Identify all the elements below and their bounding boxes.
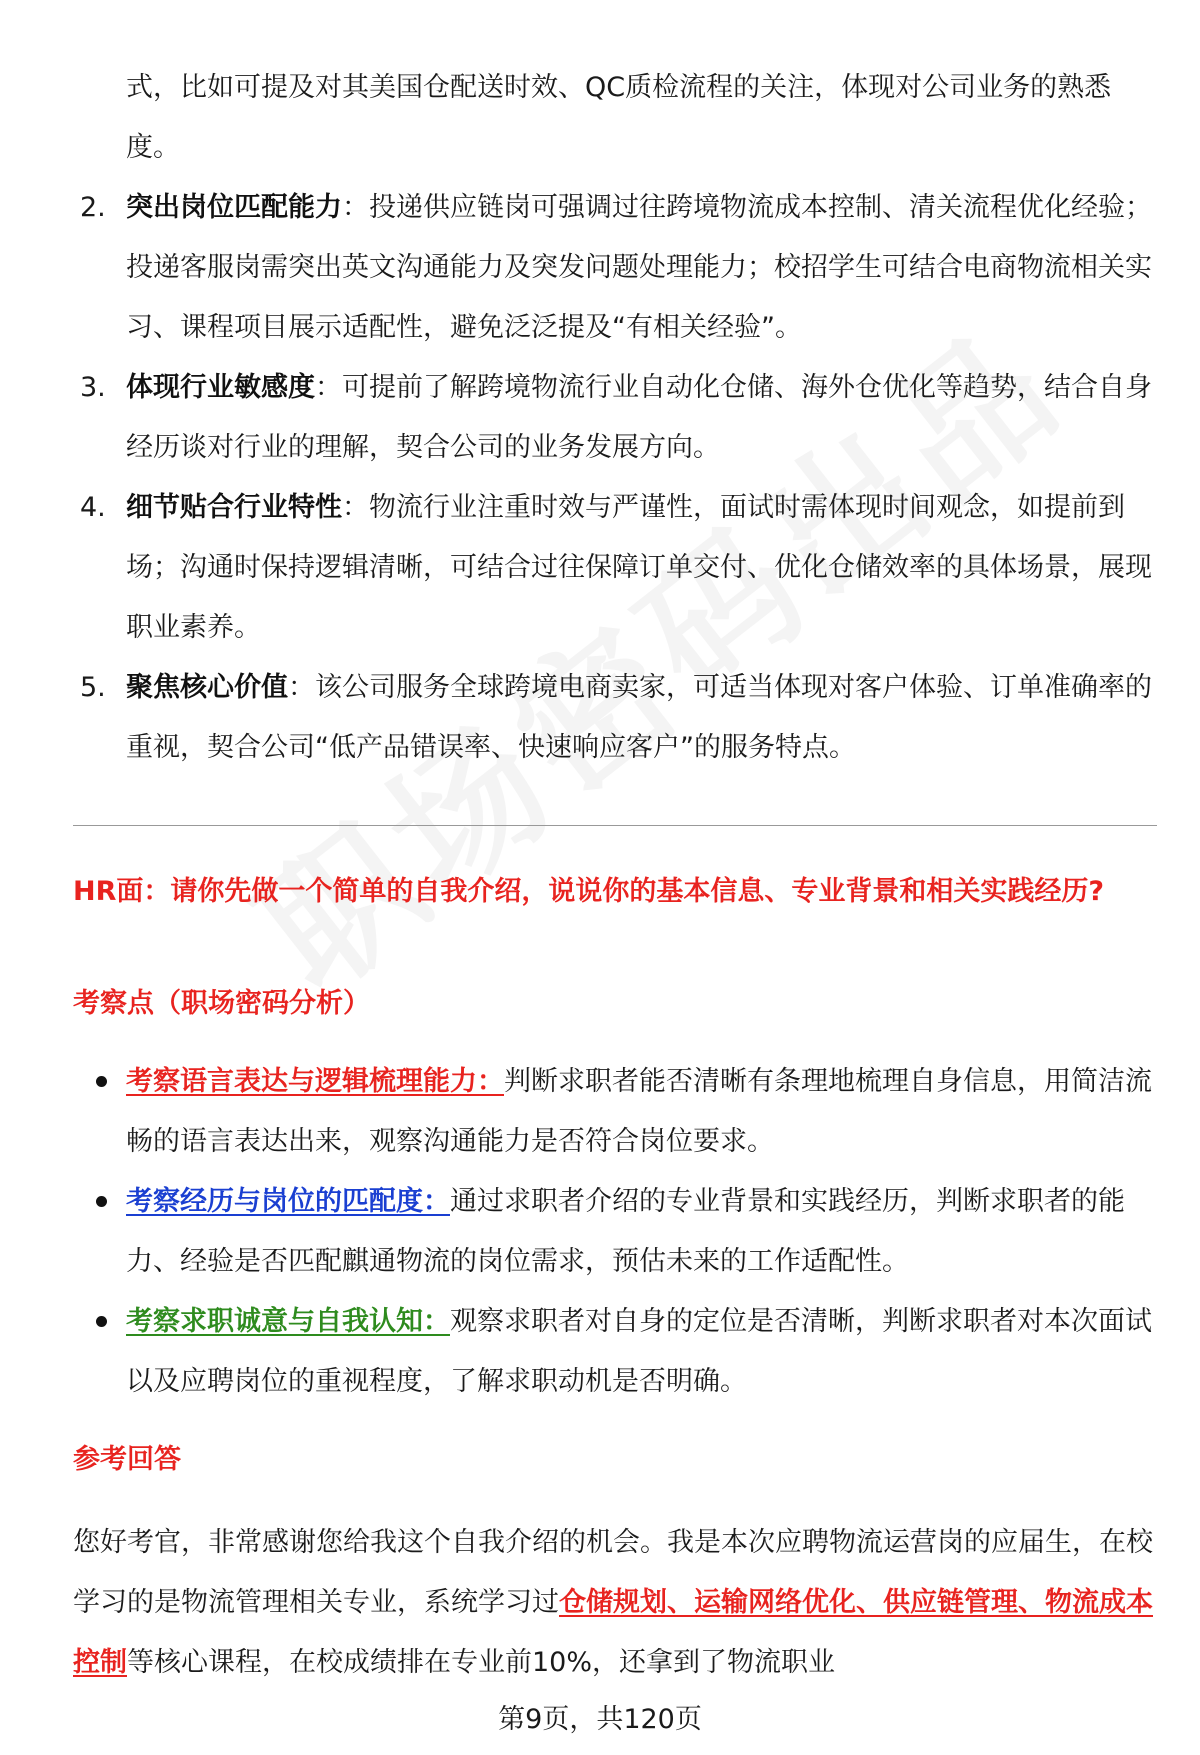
answer-highlight: 仓储规划、运输网络优化、供应链管理、物流成本控制 <box>73 1587 1153 1678</box>
answer-heading: 参考回答 <box>73 1444 181 1475</box>
analysis-point-text: 考察经历与岗位的匹配度：通过求职者介绍的专业背景和实践经历，判断求职者的能力、经验是否匹配麒通物流的岗位需求，预估未来的工作适配性。 <box>126 1186 1125 1277</box>
tip-number: 5. <box>80 672 106 703</box>
analysis-heading: 考察点（职场密码分析） <box>73 988 370 1019</box>
bullet-icon <box>96 1196 107 1207</box>
tip-number: 4. <box>80 492 106 523</box>
bullet-icon <box>96 1316 107 1327</box>
answer-paragraph: 您好考官，非常感谢您给我这个自我介绍的机会。我是本次应聘物流运营岗的应届生，在校学习的是物流管理相关专业，系统学习过仓储规划、运输网络优化、供应链管理、物流成本控制等核心课程，在校成绩排在专业前10%，还拿到了物流职业 <box>73 1527 1153 1678</box>
analysis-point-text: 考察语言表达与逻辑梳理能力：判断求职者能否清晰有条理地梳理自身信息，用简洁流畅的语言表达出来，观察沟通能力是否符合岗位要求。 <box>126 1066 1152 1157</box>
tip-text: 体现行业敏感度：可提前了解跨境物流行业自动化仓储、海外仓优化等趋势，结合自身经历谈对行业的理解，契合公司的业务发展方向。 <box>126 372 1152 463</box>
page-footer: 第9页，共120页 <box>498 1704 702 1735</box>
tip-text: 突出岗位匹配能力：投递供应链岗可强调过往跨境物流成本控制、清关流程优化经验；投递客服岗需突出英文沟通能力及突发问题处理能力；校招学生可结合电商物流相关实习、课程项目展示适配性，避免泛泛提及“有相关经验”。 <box>126 192 1152 343</box>
tip-number: 3. <box>80 372 106 403</box>
continuation-paragraph: 式，比如可提及对其美国仓配送时效、QC质检流程的关注，体现对公司业务的熟悉度。 <box>126 72 1112 163</box>
tip-text: 聚焦核心价值：该公司服务全球跨境电商卖家，可适当体现对客户体验、订单准确率的重视，契合公司“低产品错误率、快速响应客户”的服务特点。 <box>126 672 1152 763</box>
section-divider <box>73 825 1157 826</box>
bullet-icon <box>96 1076 107 1087</box>
tip-text: 细节贴合行业特性：物流行业注重时效与严谨性，面试时需体现时间观念，如提前到场；沟通时保持逻辑清晰，可结合过往保障订单交付、优化仓储效率的具体场景，展现职业素养。 <box>126 492 1152 643</box>
tip-number: 2. <box>80 192 106 223</box>
analysis-point-text: 考察求职诚意与自我认知：观察求职者对自身的定位是否清晰，判断求职者对本次面试以及应聘岗位的重视程度，了解求职动机是否明确。 <box>126 1306 1152 1397</box>
interview-question: HR面：请你先做一个简单的自我介绍，说说你的基本信息、专业背景和相关实践经历? <box>73 876 1105 907</box>
